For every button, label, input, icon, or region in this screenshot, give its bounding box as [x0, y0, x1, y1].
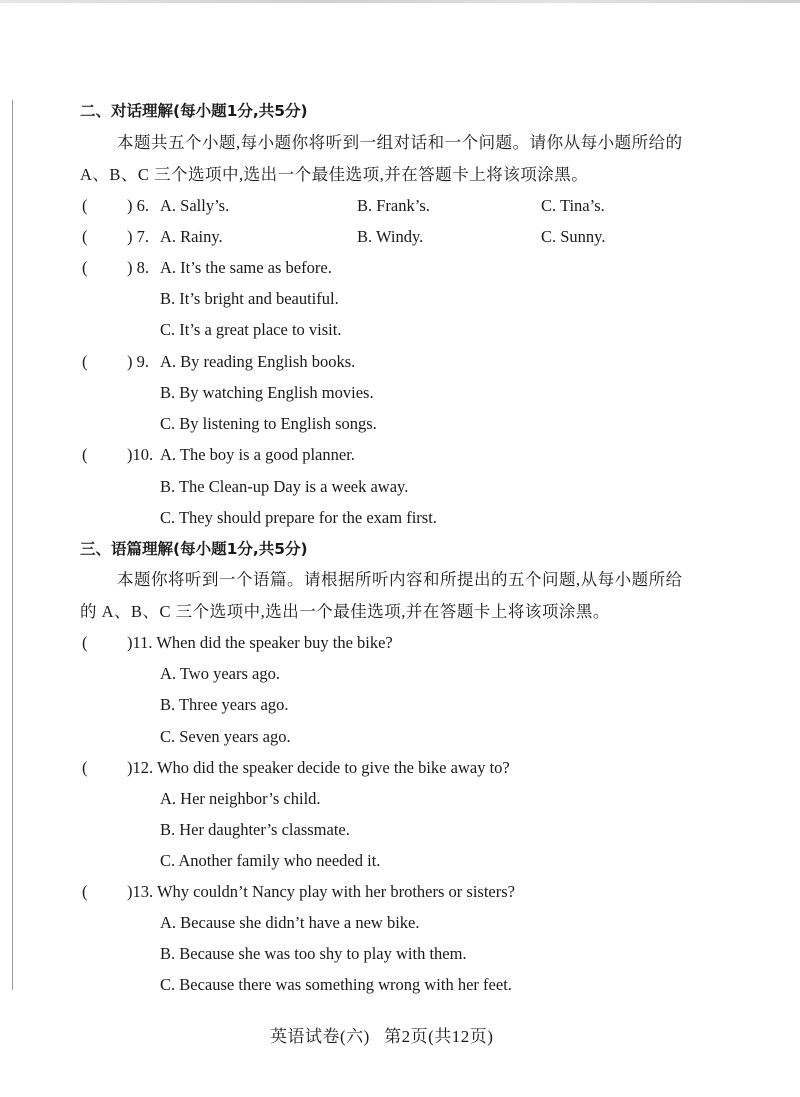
question-stem: )13. Why couldn’t Nancy play with her brothers or sisters? [127, 882, 515, 901]
question-number: ) 8. [127, 258, 149, 277]
question-number: ) 6. [127, 196, 149, 215]
option-a: A. The boy is a good planner. [160, 445, 355, 464]
option-b: B. The Clean-up Day is a week away. [160, 477, 409, 496]
section2-instruction-1: 本题共五个小题,每小题你将听到一组对话和一个问题。请你从每小题所给的 [117, 133, 683, 152]
option-c: C. Another family who needed it. [160, 851, 381, 870]
option-c: C. It’s a great place to visit. [160, 320, 342, 339]
answer-bracket: ( [82, 882, 88, 901]
question-number: )10. [127, 445, 154, 464]
option-b: B. Her daughter’s classmate. [160, 820, 350, 839]
answer-bracket: ( [82, 445, 88, 464]
option-b: B. Because she was too shy to play with them. [160, 944, 467, 963]
page-footer: 英语试卷(六) 第2页(共12页) [270, 1027, 494, 1046]
option-b: B. It’s bright and beautiful. [160, 289, 339, 308]
question-stem: )12. Who did the speaker decide to give the bike away to? [127, 758, 510, 777]
section2-instruction-2: A、B、C 三个选项中,选出一个最佳选项,并在答题卡上将该项涂黑。 [80, 165, 589, 184]
section2-heading: 二、对话理解(每小题1分,共5分) [80, 102, 308, 120]
option-a: A. By reading English books. [160, 352, 356, 371]
option-a: A. Two years ago. [160, 664, 280, 683]
option-a: A. Sally’s. [160, 196, 230, 215]
option-b: B. Three years ago. [160, 695, 289, 714]
option-b: B. By watching English movies. [160, 383, 374, 402]
option-a: A. It’s the same as before. [160, 258, 332, 277]
section3-instruction-2: 的 A、B、C 三个选项中,选出一个最佳选项,并在答题卡上将该项涂黑。 [80, 602, 610, 621]
option-c: C. Because there was something wrong with her feet. [160, 975, 512, 994]
answer-bracket: ( [82, 196, 88, 215]
answer-bracket: ( [82, 227, 88, 246]
section3-instruction-1: 本题你将听到一个语篇。请根据所听内容和所提出的五个问题,从每小题所给 [117, 570, 683, 589]
option-b: B. Windy. [357, 227, 424, 246]
scan-top-edge [0, 0, 800, 3]
question-number: ) 9. [127, 352, 149, 371]
option-c: C. Tina’s. [541, 196, 605, 215]
answer-bracket: ( [82, 633, 88, 652]
option-a: A. Because she didn’t have a new bike. [160, 913, 420, 932]
margin-rule [12, 100, 13, 990]
option-a: A. Rainy. [160, 227, 223, 246]
option-c: C. By listening to English songs. [160, 414, 377, 433]
answer-bracket: ( [82, 758, 88, 777]
answer-bracket: ( [82, 258, 88, 277]
option-c: C. Sunny. [541, 227, 606, 246]
option-b: B. Frank’s. [357, 196, 430, 215]
option-a: A. Her neighbor’s child. [160, 789, 321, 808]
option-c: C. They should prepare for the exam first. [160, 508, 437, 527]
option-c: C. Seven years ago. [160, 727, 291, 746]
question-stem: )11. When did the speaker buy the bike? [127, 633, 393, 652]
answer-bracket: ( [82, 352, 88, 371]
section3-heading: 三、语篇理解(每小题1分,共5分) [80, 540, 308, 558]
question-number: ) 7. [127, 227, 149, 246]
